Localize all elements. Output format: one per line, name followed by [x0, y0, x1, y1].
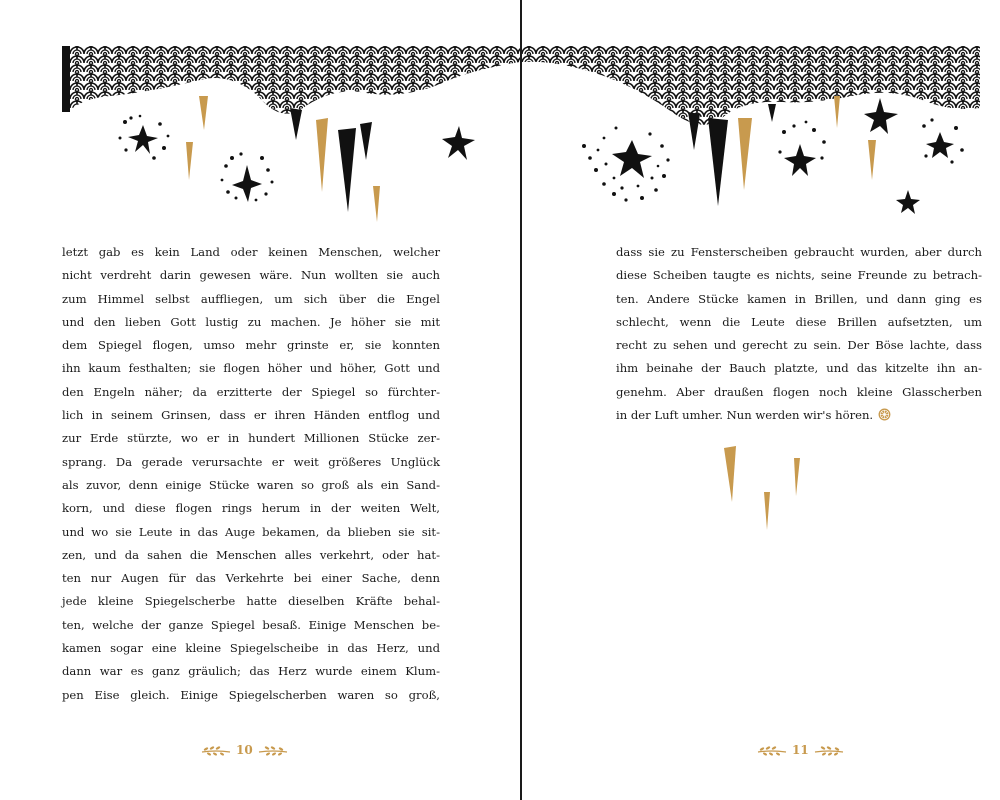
right-page [522, 0, 1000, 800]
text-line: und wo sie Leute in das Auge bekamen, da blieben sie sit- [62, 524, 440, 539]
text-line: pen Eise gleich. Einige Spiegelscherben waren so groß, [62, 687, 440, 702]
text-line: ihm beinahe der Bauch platzte, und das kitzelte ihn an- [616, 361, 982, 376]
sprig-left-icon [756, 742, 788, 758]
text-line: und den lieben Gott lustig zu machen. Je höher sie mit [62, 314, 440, 329]
left-body-text [62, 241, 440, 707]
text-line: ihn kaum festhalten; sie flogen höher und höher, Gott und [62, 361, 440, 376]
text-line: dass sie zu Fensterscheiben gebraucht wurden, aber durch [616, 245, 982, 259]
text-line: diese Scheiben taugte es nichts, seine Freunde zu betrach- [616, 268, 982, 283]
text-line: sprang. Da gerade verursachte er weit größeres Unglück [62, 454, 440, 469]
text-line: den Engeln näher; da erzitterte der Spiegel so fürchter- [62, 384, 440, 399]
gold-rosette-icon [878, 408, 891, 421]
night-sky-ornament-right [522, 0, 1000, 230]
page-number: 11 [792, 743, 809, 757]
sprig-right-icon [813, 742, 845, 758]
text-line: ten, welche der ganze Spiegel besaß. Einige Menschen be- [62, 617, 440, 632]
text-line: dem Spiegel flogen, umso mehr grinste er, sie konnten [62, 338, 440, 353]
text-line: recht zu sehen und gerecht zu sein. Der Böse lachte, dass [616, 338, 982, 353]
text-line: zum Himmel selbst auffliegen, um sich über die Engel [62, 291, 440, 306]
text-line: korn, und diese flogen rings herum in der weiten Welt, [62, 501, 440, 516]
text-line: ten nur Augen für das Verkehrte bei einer Sache, denn [62, 571, 440, 586]
text-line: nicht verdreht darin gewesen wäre. Nun wollten sie auch [62, 268, 440, 283]
text-line: als zuvor, denn einige Stücke waren so groß als ein Sand- [62, 477, 440, 492]
text-line: lich in seinem Grinsen, dass er ihren Händen entflog und [62, 408, 440, 423]
text-line: zen, und da sahen die Menschen alles verkehrt, oder hat- [62, 547, 440, 562]
text-line: kamen sogar eine kleine Spiegelscheibe in das Herz, und [62, 641, 440, 656]
text-line: dann war es ganz gräulich; das Herz wurde einem Klum- [62, 664, 440, 679]
sprig-left-icon [200, 742, 232, 758]
text-line: ten. Andere Stücke kamen in Brillen, und dann ging es [616, 291, 982, 306]
text-line-final [616, 404, 982, 427]
page-number-right [756, 742, 845, 758]
text-line: letzt gab es kein Land oder keinen Menschen, welcher [62, 245, 440, 259]
sprig-right-icon [257, 742, 289, 758]
page-number-left [200, 742, 289, 758]
final-sentence: in der Luft umher. Nun werden wir's hören. [616, 408, 874, 423]
gold-shards-ornament [712, 442, 812, 532]
text-line: schlecht, wenn die Leute diese Brillen aufsetzten, um [616, 314, 982, 329]
text-line: genehm. Aber draußen flogen noch kleine Glasscherben [616, 384, 982, 399]
page-number: 10 [236, 743, 253, 757]
night-sky-ornament-left [0, 0, 520, 230]
text-line: jede kleine Spiegelscherbe hatte dieselben Kräfte behal- [62, 594, 440, 609]
right-body-text [616, 241, 982, 427]
text-line: zur Erde stürzte, wo er in hundert Millionen Stücke zer- [62, 431, 440, 446]
